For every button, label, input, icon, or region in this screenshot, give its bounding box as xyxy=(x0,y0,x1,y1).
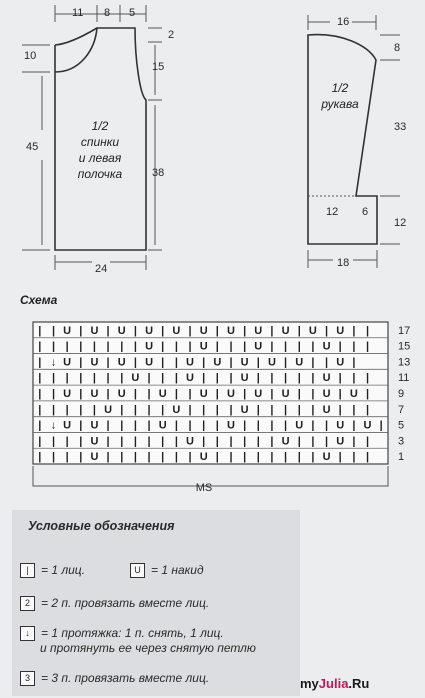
chart-stitch-symbol: | xyxy=(133,451,137,464)
row-number: 1 xyxy=(398,451,405,464)
chart-stitch-symbol: | xyxy=(284,451,288,464)
chart-stitch-symbol: U xyxy=(227,388,235,400)
sleeve-label-2: рукава xyxy=(321,97,359,111)
chart-stitch-symbol: U xyxy=(199,324,208,337)
chart-stitch-symbol: | xyxy=(51,340,56,353)
chart-stitch-symbol: | xyxy=(79,340,83,353)
chart-stitch-symbol: | xyxy=(215,451,219,464)
chart-stitch-symbol: | xyxy=(51,451,56,464)
chart-stitch-symbol: | xyxy=(65,403,69,416)
chart-stitch-symbol: U xyxy=(90,419,99,432)
chart-stitch-symbol: | xyxy=(38,356,42,369)
chart-stitch-symbol: | xyxy=(92,372,96,385)
legend-k3tog-text: = 3 п. провязать вместе лиц. xyxy=(41,671,210,685)
chart-stitch-symbol: U xyxy=(349,388,358,400)
chart-stitch-symbol: | xyxy=(243,435,247,448)
repeat-label: MS xyxy=(195,482,213,494)
chart-stitch-symbol: U xyxy=(63,419,72,432)
chart-stitch-symbol: | xyxy=(174,451,178,464)
chart-stitch-symbol: | xyxy=(297,340,301,353)
chart-stitch-symbol: | xyxy=(215,324,219,337)
legend-skp-text: = 1 протяжка: 1 п. снять, 1 лиц. xyxy=(41,626,224,640)
row-number: 15 xyxy=(398,340,411,353)
sleeve-label-1: 1/2 xyxy=(331,81,349,95)
chart-stitch-symbol: | xyxy=(106,372,110,385)
chart-stitch-symbol: U xyxy=(336,419,345,432)
chart-stitch-symbol: | xyxy=(284,403,288,416)
k2tog-icon: 2 xyxy=(20,596,35,611)
chart-stitch-symbol: | xyxy=(106,435,110,448)
chart-stitch-symbol: U xyxy=(322,403,331,416)
legend-skp-cont xyxy=(40,641,256,655)
chart-stitch-symbol: | xyxy=(352,451,356,464)
body-left-dim-2: 45 xyxy=(26,141,39,153)
chart-stitch-symbol: | xyxy=(133,324,137,337)
chart-stitch-symbol: U xyxy=(254,324,263,337)
chart-stitch-symbol: | xyxy=(365,403,370,416)
legend-knit xyxy=(20,563,85,578)
legend-skp xyxy=(20,626,224,641)
chart-stitch-symbol: U xyxy=(240,356,249,369)
chart-stitch-symbol: | xyxy=(174,372,178,385)
chart-stitch-symbol: ↓ xyxy=(50,419,57,432)
chart-stitch-symbol: U xyxy=(227,324,235,337)
chart-stitch-symbol: | xyxy=(325,324,329,337)
row-number: 11 xyxy=(398,372,410,385)
chart-stitch-symbol: | xyxy=(133,340,137,353)
chart-stitch-symbol: | xyxy=(202,435,206,448)
chart-stitch-symbol: | xyxy=(161,435,165,448)
chart-stitch-symbol: U xyxy=(281,435,290,448)
chart-stitch-symbol: | xyxy=(188,403,192,416)
chart-stitch-symbol: U xyxy=(295,356,304,369)
chart-stitch-symbol: | xyxy=(215,419,219,432)
chart-stitch-symbol: U xyxy=(199,451,208,464)
chart-stitch-symbol: | xyxy=(188,340,192,353)
chart-stitch-symbol: | xyxy=(365,388,370,400)
chart-stitch-symbol: U xyxy=(158,419,167,432)
chart-stitch-symbol: | xyxy=(365,340,370,353)
chart-stitch-symbol: U xyxy=(322,372,331,385)
chart-stitch-symbol: | xyxy=(120,372,124,385)
chart-stitch-symbol: U xyxy=(227,419,235,432)
chart-stitch-symbol: | xyxy=(243,419,247,432)
legend-yo-text: = 1 накид xyxy=(151,563,204,577)
chart-stitch-symbol: U xyxy=(254,340,263,353)
chart-stitch-symbol: | xyxy=(161,324,165,337)
chart-stitch-symbol: U xyxy=(117,388,126,400)
chart-stitch-symbol: | xyxy=(51,403,56,416)
chart-stitch-symbol: | xyxy=(161,372,165,385)
chart-stitch-symbol: | xyxy=(284,356,288,369)
chart-stitch-symbol: | xyxy=(51,324,56,337)
chart-stitch-symbol: U xyxy=(281,324,290,337)
chart-stitch-symbol: | xyxy=(188,388,192,400)
chart-stitch-symbol: | xyxy=(38,435,42,448)
chart-stitch-symbol: | xyxy=(229,435,233,448)
sleeve-bottom-dim: 18 xyxy=(337,257,350,269)
legend-knit-text: = 1 лиц. xyxy=(41,563,85,577)
chart-stitch-symbol: | xyxy=(229,451,233,464)
body-top-dim-1: 11 xyxy=(72,7,84,19)
chart-stitch-symbol: | xyxy=(38,419,42,432)
chart-stitch-symbol: | xyxy=(202,372,206,385)
chart-stitch-symbol: U xyxy=(145,340,154,353)
chart-stitch-symbol: | xyxy=(174,340,178,353)
chart-stitch-symbol: | xyxy=(229,372,233,385)
legend-skp-text-2: и протянуть ее через снятую петлю xyxy=(40,641,256,655)
chart-stitch-symbol: | xyxy=(79,419,83,432)
chart-stitch-symbol: | xyxy=(79,324,83,337)
chart-stitch-symbol: | xyxy=(174,356,178,369)
chart-stitch-symbol: | xyxy=(297,324,301,337)
legend-k3tog xyxy=(20,671,209,686)
chart-stitch-symbol: | xyxy=(188,451,192,464)
chart-stitch-symbol: | xyxy=(65,451,69,464)
chart-stitch-symbol: | xyxy=(202,419,206,432)
chart-stitch-symbol: U xyxy=(90,451,99,464)
row-numbers xyxy=(398,325,410,463)
chart-stitch-symbol: U xyxy=(295,419,304,432)
chart-stitch-symbol: | xyxy=(256,372,260,385)
legend-yo xyxy=(130,563,204,578)
chart-stitch-symbol: | xyxy=(38,403,42,416)
chart-stitch-symbol: | xyxy=(215,403,219,416)
chart-stitch-symbol: U xyxy=(186,356,194,369)
chart-stitch-symbol: U xyxy=(322,340,331,353)
chart-stitch-symbol: | xyxy=(161,356,165,369)
chart-stitch-symbol: | xyxy=(92,340,96,353)
chart-stitch-symbol: | xyxy=(133,356,137,369)
chart-stitch-symbol: | xyxy=(188,419,192,432)
chart-stitch-symbol: | xyxy=(352,403,356,416)
chart-stitch-symbol: | xyxy=(106,419,110,432)
k3tog-icon: 3 xyxy=(20,671,35,686)
chart-stitch-symbol: | xyxy=(147,451,151,464)
chart-stitch-symbol: | xyxy=(256,435,260,448)
chart-stitch-symbol: | xyxy=(147,372,151,385)
chart-stitch-symbol: | xyxy=(161,403,165,416)
body-bottom-dim: 24 xyxy=(95,263,108,275)
chart-stitch-symbol: | xyxy=(133,435,137,448)
chart-stitch-symbol: | xyxy=(79,435,83,448)
chart-stitch-symbol: U xyxy=(158,388,167,400)
chart-stitch-symbol: | xyxy=(147,419,151,432)
chart-stitch-symbol: | xyxy=(229,356,233,369)
chart-stitch-symbol: U xyxy=(281,388,290,400)
chart-stitch-symbol: U xyxy=(90,324,99,337)
chart-stitch-symbol: U xyxy=(336,324,345,337)
chart-stitch-symbol: | xyxy=(338,451,342,464)
chart-stitch-symbol: U xyxy=(172,403,181,416)
chart-stitch-symbol: | xyxy=(106,324,110,337)
body-top-dim-3: 5 xyxy=(129,7,136,19)
chart-stitch-symbol: U xyxy=(254,388,263,400)
chart-stitch-symbol: | xyxy=(38,451,42,464)
chart-stitch-symbol: U xyxy=(322,451,331,464)
yarn-over-icon: U xyxy=(130,563,145,578)
body-label-2: спинки xyxy=(80,135,120,149)
row-number: 9 xyxy=(398,388,405,400)
sleeve-top-dim: 16 xyxy=(337,16,350,28)
chart-stitch-symbol: | xyxy=(161,340,165,353)
chart-stitch-symbol: U xyxy=(63,388,72,400)
chart-stitch-symbol: | xyxy=(256,451,260,464)
chart-stitch-symbol: | xyxy=(243,388,247,400)
chart-stitch-symbol: | xyxy=(325,356,329,369)
chart-stitch-symbol: | xyxy=(325,435,329,448)
chart-stitch-symbol: | xyxy=(311,388,315,400)
chart-stitch-symbol: | xyxy=(284,419,288,432)
chart-stitch-symbol: | xyxy=(297,435,301,448)
chart-stitch-symbol: | xyxy=(215,435,219,448)
watermark-prefix: my xyxy=(300,676,319,691)
chart-stitch-symbol: | xyxy=(365,435,370,448)
chart-stitch-symbol: | xyxy=(297,403,301,416)
chart-stitch-symbol: U xyxy=(199,388,208,400)
legend-k2tog xyxy=(20,596,209,611)
chart-stitch-symbol: | xyxy=(38,340,42,353)
chart-stitch-symbol: | xyxy=(379,419,383,432)
chart-stitch-symbol: U xyxy=(90,388,99,400)
chart-stitch-symbol: | xyxy=(133,419,137,432)
chart-stitch-symbol: U xyxy=(363,419,372,432)
chart-stitch-symbol: U xyxy=(131,372,140,385)
chart-stitch-symbol: | xyxy=(215,372,219,385)
chart-stitch-symbol: | xyxy=(256,419,260,432)
chart-stitch-symbol: | xyxy=(38,324,42,337)
row-number: 17 xyxy=(398,324,411,337)
chart-stitch-symbol: | xyxy=(284,340,288,353)
row-number: 13 xyxy=(398,356,411,369)
chart-stitch-symbol: | xyxy=(243,324,247,337)
chart-stitch-symbol: | xyxy=(365,324,370,337)
chart-stitch-symbol: | xyxy=(229,403,233,416)
body-label-4: полочка xyxy=(77,167,123,181)
watermark-brand: Julia xyxy=(318,676,349,691)
sleeve-cuff-dim-1: 12 xyxy=(326,206,339,218)
sleeve-right-dim-2: 33 xyxy=(394,121,407,133)
chart-stitch-symbol: | xyxy=(270,419,274,432)
chart-stitch-symbol: | xyxy=(174,388,178,400)
chart-stitch-symbol: | xyxy=(51,372,56,385)
chart-stitch-symbol: U xyxy=(308,324,317,337)
chart-stitch-symbol: U xyxy=(336,435,345,448)
row-number: 3 xyxy=(398,435,405,448)
chart-stitch-symbol: | xyxy=(243,451,247,464)
chart-stitch-symbol: | xyxy=(338,372,342,385)
chart-stitch-symbol: U xyxy=(90,435,99,448)
chart-stitch-symbol: U xyxy=(186,372,194,385)
chart-stitch-symbol: | xyxy=(311,340,315,353)
chart-stitch-symbol: | xyxy=(120,451,124,464)
chart-stitch-symbol: | xyxy=(325,419,329,432)
chart-stitch-symbol: U xyxy=(104,403,113,416)
chart-stitch-symbol: | xyxy=(311,419,315,432)
chart-stitch-symbol: | xyxy=(51,435,56,448)
sleeve-cuff-dim-2: 6 xyxy=(362,206,369,218)
chart-stitch-symbol: | xyxy=(311,356,315,369)
chart-stitch-symbol: | xyxy=(229,340,233,353)
chart-stitch-symbol: | xyxy=(106,388,110,400)
chart-stitch-symbol: | xyxy=(352,435,356,448)
chart-stitch-symbol: | xyxy=(256,356,260,369)
chart-stitch-symbol: | xyxy=(311,403,315,416)
chart-stitch-symbol: | xyxy=(352,324,356,337)
stitch-chart xyxy=(33,322,388,464)
legend-title: Условные обозначения xyxy=(28,519,175,533)
chart-stitch-symbol: | xyxy=(297,372,301,385)
chart-stitch-symbol: U xyxy=(63,356,72,369)
chart-stitch-symbol: | xyxy=(311,372,315,385)
watermark-suffix: .Ru xyxy=(348,676,370,691)
chart-stitch-symbol: U xyxy=(267,356,276,369)
chart-stitch-symbol: | xyxy=(38,372,42,385)
chart-stitch-symbol: | xyxy=(202,356,206,369)
chart-stitch-symbol: U xyxy=(336,356,345,369)
chart-stitch-symbol: | xyxy=(338,403,342,416)
chart-stitch-symbol: | xyxy=(120,340,124,353)
sleeve-right-dim-1: 8 xyxy=(394,42,401,54)
chart-stitch-symbol: | xyxy=(174,419,178,432)
chart-stitch-symbol: U xyxy=(213,356,222,369)
chart-stitch-symbol: U xyxy=(322,388,331,400)
chart-stitch-symbol: U xyxy=(172,324,181,337)
body-right-dim-1: 2 xyxy=(168,29,175,41)
chart-stitch-symbol: | xyxy=(65,435,69,448)
chart-stitch-symbol: | xyxy=(270,340,274,353)
chart-stitch-symbol: | xyxy=(147,435,151,448)
chart-stitch-symbol: U xyxy=(117,356,126,369)
chart-stitch-symbol: | xyxy=(147,388,151,400)
chart-stitch-symbol: | xyxy=(79,372,83,385)
knit-icon: | xyxy=(20,563,35,578)
chart-stitch-symbol: | xyxy=(106,356,110,369)
chart-stitch-symbol: | xyxy=(106,340,110,353)
body-right-dim-3: 38 xyxy=(152,167,165,179)
chart-stitch-symbol: | xyxy=(297,451,301,464)
chart-stitch-symbol: | xyxy=(79,451,83,464)
chart-stitch-symbol: ↓ xyxy=(50,356,57,369)
chart-stitch-symbol: | xyxy=(38,388,42,400)
chart-stitch-symbol: | xyxy=(270,451,274,464)
chart-stitch-symbol: | xyxy=(270,403,274,416)
chart-stitch-symbol: | xyxy=(120,403,124,416)
chart-stitch-symbol: | xyxy=(174,435,178,448)
chart-grid xyxy=(33,322,388,464)
chart-stitch-symbol: | xyxy=(79,388,83,400)
chart-title: Схема xyxy=(20,293,58,307)
chart-stitch-symbol: | xyxy=(133,403,137,416)
row-number: 5 xyxy=(398,419,405,432)
chart-stitch-symbol: | xyxy=(338,340,342,353)
chart-stitch-symbol: | xyxy=(202,403,206,416)
chart-stitch-symbol: U xyxy=(145,356,154,369)
chart-stitch-symbol: | xyxy=(161,451,165,464)
chart-stitch-symbol: | xyxy=(352,419,356,432)
chart-stitch-symbol: | xyxy=(270,388,274,400)
chart-stitch-symbol: U xyxy=(90,356,99,369)
chart-stitch-symbol: | xyxy=(79,403,83,416)
sleeve-right-dim-3: 12 xyxy=(394,217,407,229)
watermark xyxy=(300,676,369,691)
chart-stitch-symbol: | xyxy=(365,451,370,464)
body-label-3: и левая xyxy=(78,151,122,165)
body-left-dim-1: 10 xyxy=(24,50,37,62)
chart-stitch-symbol: | xyxy=(106,451,110,464)
chart-stitch-symbol: U xyxy=(63,324,72,337)
chart-stitch-symbol: | xyxy=(65,340,69,353)
chart-stitch-symbol: U xyxy=(240,372,249,385)
chart-stitch-symbol: | xyxy=(270,324,274,337)
chart-stitch-symbol: | xyxy=(338,388,342,400)
body-right-dim-2: 15 xyxy=(152,61,165,73)
chart-stitch-symbol: | xyxy=(79,356,83,369)
chart-stitch-symbol: U xyxy=(117,324,126,337)
body-top-dim-2: 8 xyxy=(104,7,111,19)
chart-stitch-symbol: | xyxy=(352,372,356,385)
chart-stitch-symbol: | xyxy=(352,340,356,353)
skp-arrow-icon: ↓ xyxy=(20,626,35,641)
chart-stitch-symbol: | xyxy=(65,372,69,385)
chart-stitch-symbol: | xyxy=(120,419,124,432)
chart-stitch-symbol: | xyxy=(311,435,315,448)
body-label-1: 1/2 xyxy=(91,119,109,133)
chart-stitch-symbol: | xyxy=(297,388,301,400)
body-piece xyxy=(22,5,174,275)
chart-stitch-symbol: | xyxy=(215,388,219,400)
chart-stitch-symbol: | xyxy=(133,388,137,400)
chart-stitch-symbol: | xyxy=(51,388,56,400)
chart-stitch-symbol: | xyxy=(92,403,96,416)
chart-stitch-symbol: | xyxy=(270,372,274,385)
chart-stitch-symbol: | xyxy=(284,372,288,385)
chart-stitch-symbol: | xyxy=(147,403,151,416)
chart-stitch-symbol: | xyxy=(188,324,192,337)
chart-stitch-symbol: | xyxy=(270,435,274,448)
chart-stitch-symbol: | xyxy=(311,451,315,464)
sleeve-piece xyxy=(308,15,406,269)
chart-stitch-symbol: U xyxy=(145,324,154,337)
chart-stitch-symbol: | xyxy=(215,340,219,353)
chart-stitch-symbol: U xyxy=(186,435,194,448)
chart-stitch-symbol: U xyxy=(240,403,249,416)
chart-stitch-symbol: | xyxy=(352,356,356,369)
chart-stitch-symbol: U xyxy=(199,340,208,353)
chart-stitch-symbol: | xyxy=(243,340,247,353)
row-number: 7 xyxy=(398,403,405,416)
legend-k2tog-text: = 2 п. провязать вместе лиц. xyxy=(41,596,210,610)
chart-stitch-symbol: | xyxy=(256,403,260,416)
chart-stitch-symbol: | xyxy=(365,372,370,385)
chart-stitch-symbol: | xyxy=(120,435,124,448)
